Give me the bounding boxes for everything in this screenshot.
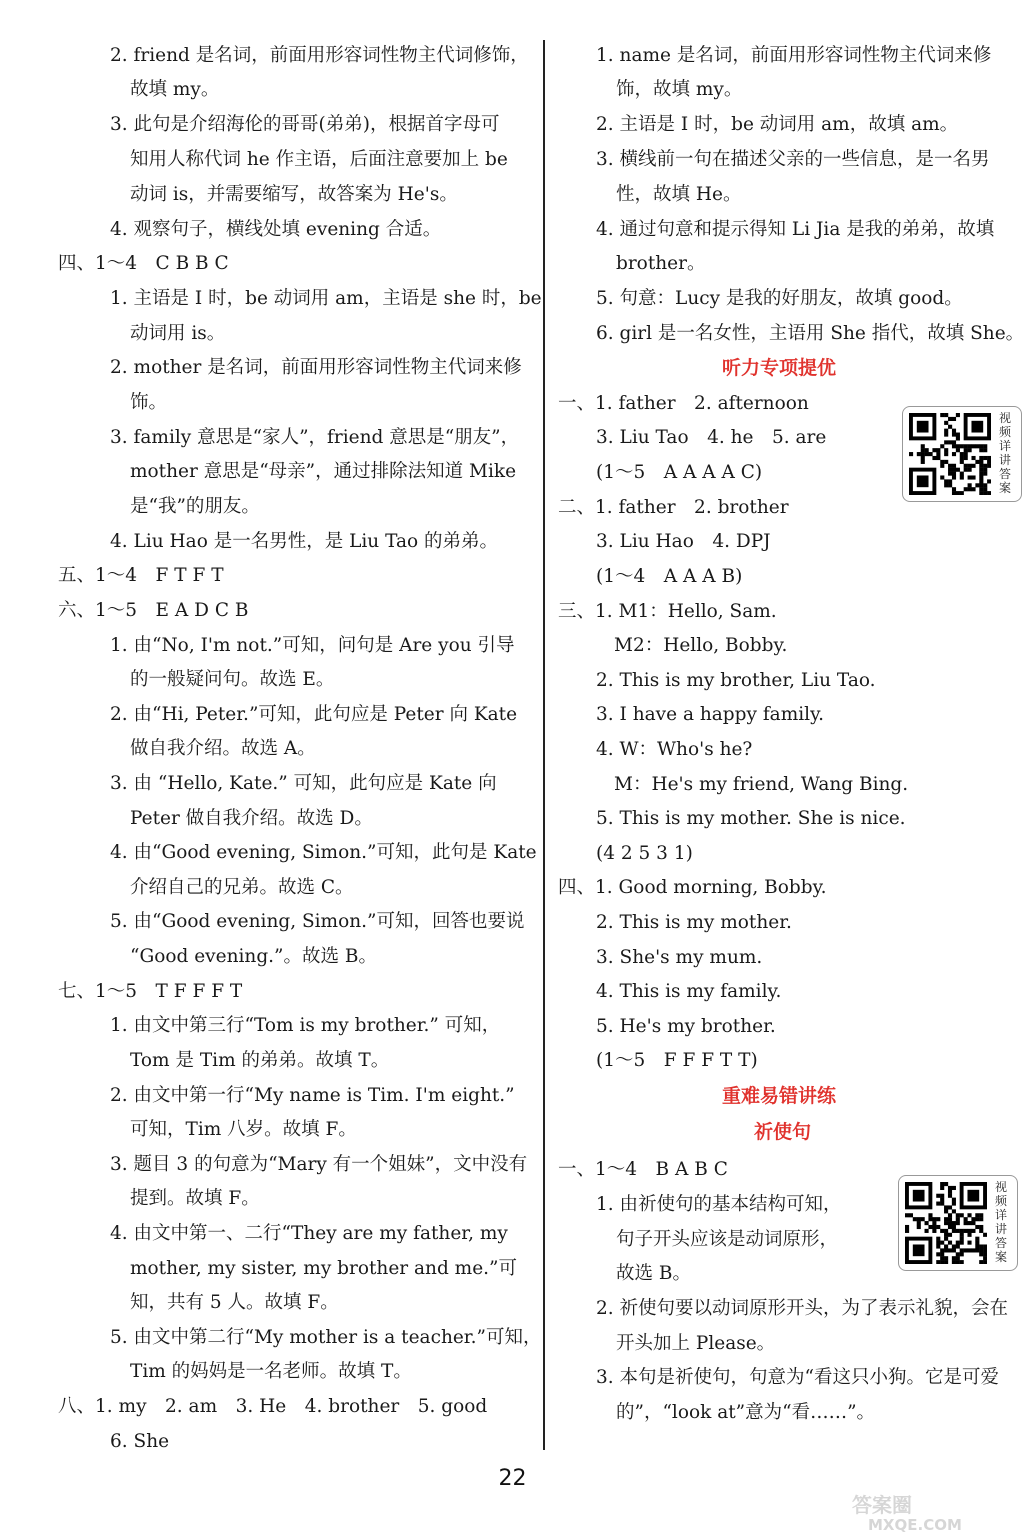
text-line: 4. 观察句子，横线处填 evening 合适。	[110, 219, 442, 240]
text-line: 一、1. father 2. afternoon	[558, 393, 809, 414]
text-line: 2. 祈使句要以动词原形开头，为了表示礼貌，会在	[596, 1298, 1009, 1319]
text-line: 知，共有 5 人。故填 F。	[130, 1292, 339, 1313]
text-line: 5. 句意：Lucy 是我的好朋友，故填 good。	[596, 288, 963, 309]
text-line: 3. She's my mum.	[596, 947, 763, 968]
text-line: 4. 通过句意和提示得知 Li Jia 是我的弟弟，故填	[596, 219, 995, 240]
text-line: 3. 横线前一句在描述父亲的一些信息，是一名男	[596, 149, 990, 170]
section-heading: 祈使句	[754, 1121, 812, 1143]
text-line: 2. 由文中第一行“My name is Tim. I'm eight.”	[110, 1085, 515, 1106]
text-line: 开头加上 Please。	[616, 1333, 776, 1354]
qr-label: 视频详讲答案	[995, 1180, 1008, 1264]
text-line: 可知，Tim 八岁。故填 F。	[130, 1119, 357, 1140]
section-heading: 重难易错讲练	[722, 1085, 837, 1107]
text-line: 3. Liu Tao 4. he 5. are	[596, 427, 827, 448]
text-line: 动词 is，并需要缩写，故答案为 He's。	[130, 184, 458, 205]
text-line: (4 2 5 3 1)	[596, 843, 693, 864]
qr-code-icon	[905, 1182, 987, 1264]
qr-code-card	[898, 1175, 1018, 1271]
text-line: 故填 my。	[130, 79, 220, 100]
text-line: 3. 由 “Hello, Kate.” 可知，此句应是 Kate 向	[110, 773, 497, 794]
qr-code-card	[902, 406, 1022, 502]
text-line: mother, my sister, my brother and me.”可	[130, 1258, 518, 1279]
text-line: 3. family 意思是“家人”，friend 意思是“朋友”，	[110, 427, 520, 448]
text-line: 5. He's my brother.	[596, 1016, 776, 1037]
text-line: 做自我介绍。故选 A。	[130, 738, 316, 759]
text-line: 饰。	[130, 392, 168, 413]
svg-text:MXQE.COM: MXQE.COM	[868, 1516, 962, 1532]
text-line: 句子开头应该是动词原形，	[616, 1229, 839, 1250]
text-line: mother 意思是“母亲”，通过排除法知道 Mike	[130, 461, 517, 482]
text-line: 4. Liu Hao 是一名男性，是 Liu Tao 的弟弟。	[110, 531, 499, 552]
text-line: 3. 此句是介绍海伦的哥哥(弟弟)，根据首字母可	[110, 114, 500, 135]
text-line: Tim 的妈妈是一名老师。故填 T。	[130, 1361, 412, 1382]
text-line: 的一般疑问句。故选 E。	[130, 669, 335, 690]
text-line: Peter 做自我介绍。故选 D。	[130, 808, 373, 829]
qr-label: 视频详讲答案	[999, 411, 1012, 495]
text-line: 3. 题目 3 的句意为“Mary 有一个姐妹”，文中没有	[110, 1154, 528, 1175]
text-line: 6. girl 是一名女性，主语用 She 指代，故填 She。	[596, 323, 1025, 344]
text-line: 4. This is my family.	[596, 981, 782, 1002]
text-line: 六、1～5 E A D C B	[58, 600, 249, 621]
text-line: 1. name 是名词，前面用形容词性物主代词来修	[596, 45, 992, 66]
text-line: 性，故填 He。	[616, 184, 742, 205]
text-line: 八、1. my 2. am 3. He 4. brother 5. good	[58, 1396, 488, 1417]
text-line: 4. 由“Good evening, Simon.”可知，此句是 Kate	[110, 842, 537, 863]
text-line: 二、1. father 2. brother	[558, 497, 789, 518]
text-line: (1～5 F F F T T)	[596, 1050, 758, 1071]
text-line: 4. W：Who's he?	[596, 739, 753, 760]
text-line: 饰，故填 my。	[616, 79, 743, 100]
text-line: M：He's my friend, Wang Bing.	[614, 774, 909, 795]
text-line: 的”，“look at”意为“看……”。	[616, 1402, 876, 1423]
text-line: 1. 由文中第三行“Tom is my brother.” 可知，	[110, 1015, 501, 1036]
svg-text:答案圈: 答案圈	[852, 1493, 912, 1517]
watermark-logo	[848, 1492, 1016, 1532]
text-line: 3. I have a happy family.	[596, 704, 824, 725]
text-line: 5. 由文中第二行“My mother is a teacher.”可知，	[110, 1327, 542, 1348]
page-number: 22	[498, 1466, 527, 1491]
text-line: 动词用 is。	[130, 323, 226, 344]
text-line: 四、1. Good morning, Bobby.	[558, 877, 827, 898]
text-line: 2. friend 是名词，前面用形容词性物主代词修饰，	[110, 45, 529, 66]
text-line: 一、1～4 B A B C	[558, 1159, 728, 1180]
text-line: 2. 由“Hi, Peter.”可知，此句应是 Peter 向 Kate	[110, 704, 518, 725]
text-line: 6. She	[110, 1431, 170, 1452]
text-line: 2. This is my mother.	[596, 912, 792, 933]
text-line: 知用人称代词 he 作主语，后面注意要加上 be	[130, 149, 508, 170]
text-line: brother。	[616, 253, 706, 274]
text-line: (1～4 A A A B)	[596, 566, 743, 587]
text-line: 3. Liu Hao 4. DPJ	[596, 531, 771, 552]
section-heading: 听力专项提优	[722, 357, 837, 379]
qr-code-icon	[909, 413, 991, 495]
text-line: 介绍自己的兄弟。故选 C。	[130, 877, 354, 898]
text-line: 五、1～4 F T F T	[58, 565, 224, 586]
text-line: M2：Hello, Bobby.	[614, 635, 788, 656]
text-line: 4. 由文中第一、二行“They are my father, my	[110, 1223, 508, 1244]
text-line: (1～5 A A A A C)	[596, 462, 763, 483]
text-line: 3. 本句是祈使句，句意为“看这只小狗。它是可爱	[596, 1367, 999, 1388]
text-line: 故选 B。	[616, 1263, 691, 1284]
text-line: 1. 主语是 I 时，be 动词用 am，主语是 she 时，be	[110, 288, 542, 309]
text-line: Tom 是 Tim 的弟弟。故填 T。	[130, 1050, 390, 1071]
column-divider	[543, 40, 545, 1450]
text-line: 四、1～4 C B B C	[58, 253, 229, 274]
text-line: 2. This is my brother, Liu Tao.	[596, 670, 876, 691]
text-line: 是“我”的朋友。	[130, 496, 260, 517]
text-line: 1. 由祈使句的基本结构可知，	[596, 1194, 842, 1215]
text-line: 提到。故填 F。	[130, 1188, 260, 1209]
text-line: 1. 由“No, I'm not.”可知，问句是 Are you 引导	[110, 635, 515, 656]
text-line: 三、1. M1：Hello, Sam.	[558, 601, 777, 622]
text-line: 5. 由“Good evening, Simon.”可知，回答也要说	[110, 911, 525, 932]
text-line: 5. This is my mother. She is nice.	[596, 808, 906, 829]
text-line: “Good evening.”。故选 B。	[130, 946, 377, 967]
text-line: 2. 主语是 I 时，be 动词用 am，故填 am。	[596, 114, 959, 135]
text-line: 2. mother 是名词，前面用形容词性物主代词来修	[110, 357, 522, 378]
text-line: 七、1～5 T F F F T	[58, 981, 243, 1002]
